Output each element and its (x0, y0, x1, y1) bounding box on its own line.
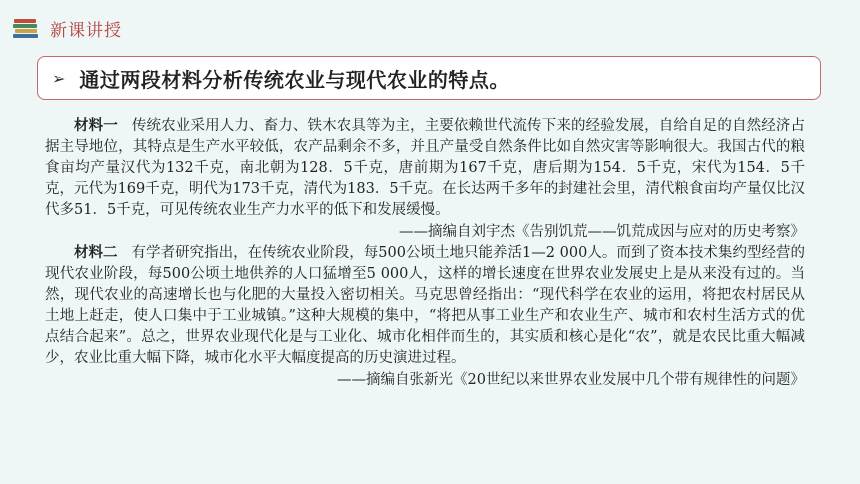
materials-content (45, 116, 805, 391)
material-1-source: ——摘编自刘宇杰《告别饥荒——饥荒成因与应对的历史考察》 (399, 224, 805, 240)
material-1-text: 传统农业采用人力、畜力、铁木农具等为主，主要依赖世代流传下来的经验发展，自给自足的自然经济占据主导地位，其特点是生产水平较低，农产品剩余不多，并且产量受自然条件比如自然灾害等影响很大。我国古代的粮食亩均产量汉代为132千克，南北朝为128．5千克，唐前期为167千克，唐后期为154．5千克，宋代为154．5千克，元代为169千克，明代为173千克，清代为183．5千克。在长达两千多年的封建社会里，清代粮食亩均产量仅比汉代多51．5千克，可见传统农业生产力水平的低下和发展缓慢。 (45, 118, 805, 218)
material-2-paragraph (45, 243, 805, 369)
topic-text: 通过两段材料分析传统农业与现代农业的特点。 (79, 67, 510, 92)
material-1-label: 材料一 (74, 118, 118, 134)
arrow-bullet-icon: ➢ (52, 68, 66, 88)
section-header (12, 14, 122, 42)
material-2-text: 有学者研究指出，在传统农业阶段，每500公顷土地只能养活1—2 000人。而到了资本技术集约型经营的现代农业阶段，每500公顷土地供养的人口猛增至5 000人，这样的增长速度在世界农业发展史上是从来没有过的。当然，现代农业的高速增长也与化肥的大量投入密切相关。马克思曾经指出：“现代科学在农业的运用，将把农村居民从土地上赶走，使人口集中于工业城镇。”这种大规模的集中，“将把从事工业生产和农业生产、城市和农村生活方式的优点结合起来”。总之，世界农业现代化是与工业化、城市化相伴而生的，其实质和核心是化“农”，就是农民比重大幅减少，农业比重大幅下降，城市化水平大幅度提高的历史演进过程。 (45, 245, 805, 366)
header-title: 新课讲授 (50, 20, 122, 41)
books-icon (12, 16, 40, 40)
material-2-source: ——摘编自张新光《20世纪以来世界农业发展中几个带有规律性的问题》 (337, 372, 805, 388)
material-2-label: 材料二 (74, 245, 118, 261)
topic-box (37, 56, 821, 100)
material-1-paragraph (45, 116, 805, 221)
